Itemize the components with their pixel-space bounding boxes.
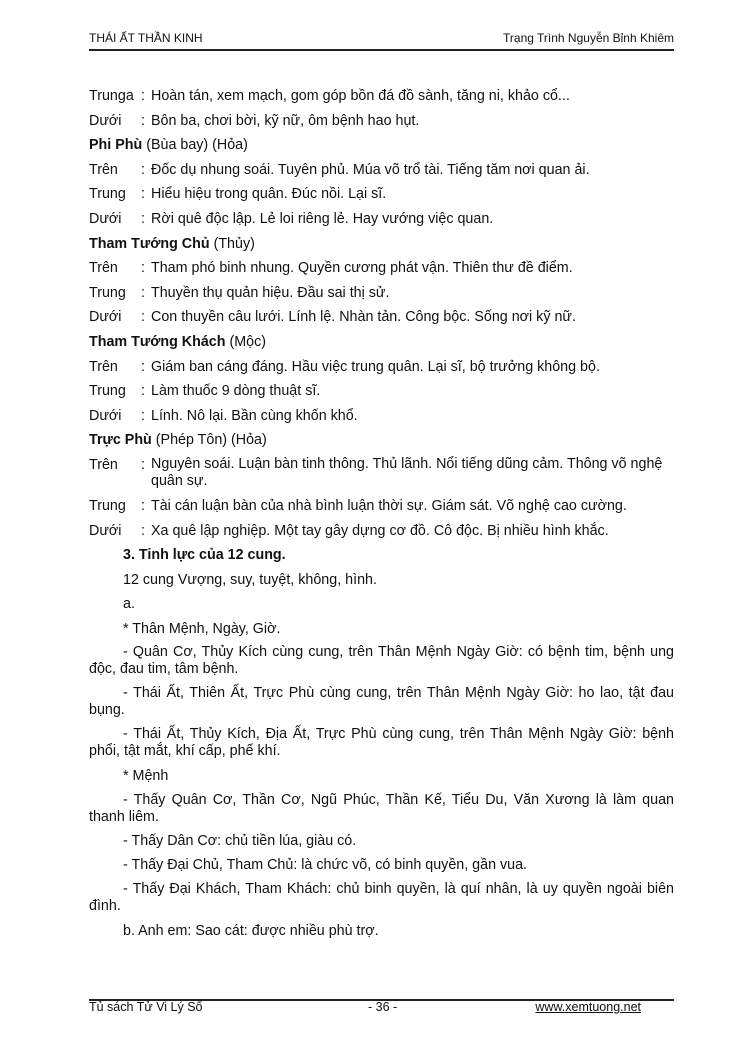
entry-row: Trên : Giám ban cáng đáng. Hầu việc trung quân. Lại sĩ, bộ trưởng không bộ. [89,358,600,375]
paragraph: - Thấy Đại Chủ, Tham Chủ: là chức võ, có binh quyền, gần vua. [123,857,528,874]
subheading-than-menh: * Thân Mệnh, Ngày, Giờ. [123,620,281,637]
paragraph: - Thấy Đại Khách, Tham Khách: chủ binh quyền, là quí nhân, là uy quyền ngoài biên đình. [89,881,674,915]
paragraph: - Quân Cơ, Thủy Kích cùng cung, trên Thân Mệnh Ngày Giờ: có bệnh tim, bệnh ung độc, đau tim, tâm bệnh. [89,644,674,678]
paragraph: - Thấy Quân Cơ, Thần Cơ, Ngũ Phúc, Thần Kế, Tiểu Du, Văn Xương là làm quan thanh liêm. [89,792,674,826]
section-title: Tham Tướng Chủ (Thủy) [89,235,255,252]
entry-row: Trunga : Hoàn tán, xem mạch, gom góp bồn đá đồ sành, tăng ni, khảo cổ... [89,84,674,109]
entry-text: Bôn ba, chơi bời, kỹ nữ, ôm bệnh hao hụt. [151,112,420,129]
section-title: Tham Tướng Khách (Mộc) [89,333,266,350]
page-body [89,84,674,944]
entry-text: Hoàn tán, xem mạch, gom góp bồn đá đồ sành, tăng ni, khảo cổ... [151,88,570,104]
entry-row: Trung : Hiểu hiệu trong quân. Đúc nồi. Lại sĩ. [89,186,387,203]
entry-row: Dưới : Rời quê độc lập. Lẻ loi riêng lẻ. Hay vướng việc quan. [89,210,494,227]
item-b: b. Anh em: Sao cát: được nhiều phù trợ. [123,923,379,940]
header-author: Trạng Trình Nguyễn Bỉnh Khiêm [503,31,674,45]
section-tham-tuong-chu [89,232,674,330]
paragraph: - Thái Ất, Thủy Kích, Địa Ất, Trực Phù cùng cung, trên Thân Mệnh Ngày Giờ: bệnh phổi, tật mắt, khí cấp, phế khí. [89,726,674,760]
entry-row: Dưới : Lính. Nô lại. Bần cùng khốn khổ. [89,407,358,424]
paragraph: - Thấy Dân Cơ: chủ tiền lúa, giàu có. [123,833,357,850]
header-rule [89,49,674,51]
page-header [89,31,674,49]
entry-label: Trunga [89,88,134,104]
page-footer [89,1000,674,1018]
section-title: Trực Phù (Phép Tôn) (Hỏa) [89,432,267,449]
entry-row: Trên : Đốc dụ nhung soái. Tuyên phủ. Múa võ trổ tài. Tiếng tăm nơi quan ải. [89,161,590,178]
section-tham-tuong-khach [89,330,674,428]
entry-row: Trung : Thuyền thụ quản hiệu. Đầu sai thị sử. [89,284,390,301]
item-a: a. [123,596,135,613]
footer-series: Tủ sách Tử Vi Lý Số [89,1000,203,1014]
footer-website-link[interactable]: www.xemtuong.net [535,1000,641,1014]
section-title: Phi Phù (Bùa bay) (Hỏa) [89,137,248,154]
page-number: - 36 - [368,1000,398,1014]
entry-row: Dưới : Xa quê lập nghiệp. Một tay gây dựng cơ đồ. Cô độc. Bị nhiều hình khắc. [89,522,609,539]
entry-label: Dưới [89,112,122,129]
intro-line: 12 cung Vượng, suy, tuyệt, không, hình. [123,571,377,588]
entry-row: Trên : Tham phó binh nhung. Quyền cương phát vận. Thiên thư đề điểm. [89,260,573,277]
heading-3: 3. Tinh lực của 12 cung. [123,547,286,564]
entry-row: Dưới : Bôn ba, chơi bời, kỹ nữ, ôm bệnh hao hụt. [89,109,674,134]
entry-row: Trên : Nguyên soái. Luận bàn tinh thông. Thủ lãnh. Nổi tiếng dũng cảm. Thông võ nghệ quân sự. [89,455,663,489]
section-truc-phu [89,428,674,543]
subheading-menh: * Mệnh [123,768,169,785]
entry-row: Dưới : Con thuyền câu lưới. Lính lệ. Nhàn tản. Công bộc. Sống nơi kỹ nữ. [89,309,576,326]
paragraph: - Thái Ất, Thiên Ất, Trực Phù cùng cung, trên Thân Mệnh Ngày Giờ: ho lao, tật đau bụng. [89,685,674,719]
section-phi-phu [89,133,674,231]
entry-row: Trung : Tài cán luận bàn của nhà bình luận thời sự. Giám sát. Võ nghệ cao cường. [89,497,627,514]
header-book-title: THÁI ẤT THẦN KINH [89,31,203,45]
entry-row: Trung : Làm thuốc 9 dòng thuật sĩ. [89,383,321,400]
